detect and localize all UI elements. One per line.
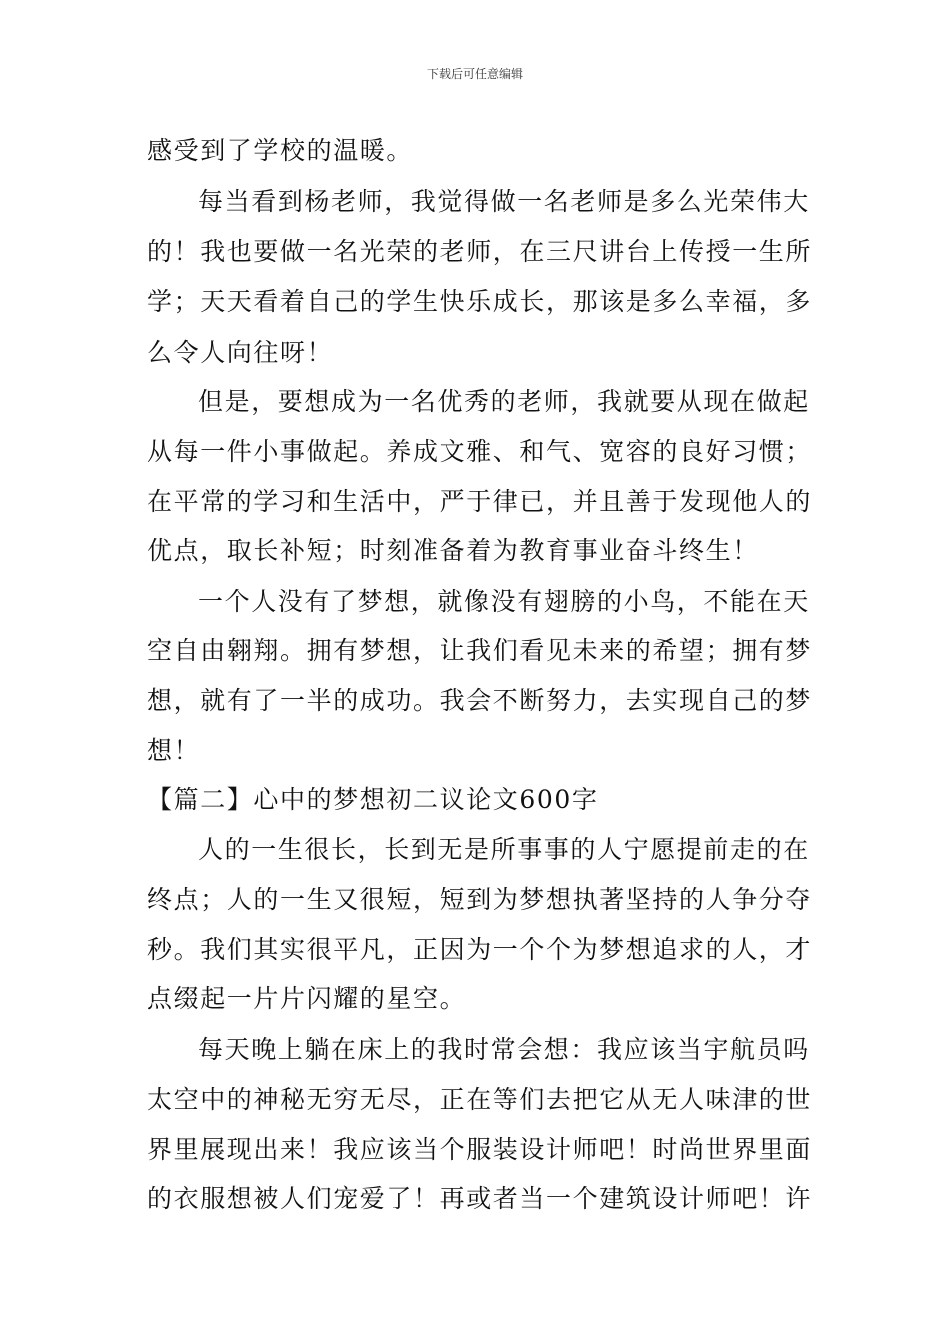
- text-line: 在平常的学习和生活中，严于律已，并且善于发现他人的: [147, 487, 813, 516]
- text-line: 空自由翱翔。拥有梦想，让我们看见未来的希望；拥有梦: [147, 636, 813, 665]
- text-line: 优点，取长补短；时刻准备着为教育事业奋斗终生！: [147, 536, 759, 565]
- paragraph-first-line: 人的一生很长，长到无是所事事的人宁愿提前走的在: [198, 835, 810, 864]
- text-line: 点缀起一片片闪耀的星空。: [147, 984, 467, 1013]
- text-line: 终点；人的一生又很短，短到为梦想执著坚持的人争分夺: [147, 885, 813, 914]
- text-line: 界里展现出来！我应该当个服装设计师吧！时尚世界里面: [147, 1135, 813, 1164]
- text-line: 的衣服想被人们宠爱了！再或者当一个建筑设计师吧！许: [147, 1184, 813, 1213]
- section-heading: 【篇二】心中的梦想初二议论文600字: [147, 785, 599, 814]
- text-line: 的！我也要做一名光荣的老师，在三尺讲台上传授一生所: [147, 237, 813, 266]
- text-line: 想！: [147, 736, 201, 765]
- text-line: 太空中的神秘无穷无尽，正在等们去把它从无人味津的世: [147, 1085, 813, 1114]
- paragraph-first-line: 一个人没有了梦想，就像没有翅膀的小鸟，不能在天: [198, 587, 810, 616]
- text-line: 想，就有了一半的成功。我会不断努力，去实现自己的梦: [147, 686, 813, 715]
- page-header: 下载后可任意编辑: [426, 67, 523, 81]
- text-line: 从每一件小事做起。养成文雅、和气、宽容的良好习惯；: [147, 437, 813, 466]
- paragraph-first-line: 但是，要想成为一名优秀的老师，我就要从现在做起: [198, 387, 810, 416]
- paragraph-first-line: 每天晚上躺在床上的我时常会想：我应该当宇航员吗: [198, 1035, 810, 1064]
- text-line: 么令人向往呀！: [147, 338, 334, 367]
- text-line: 秒。我们其实很平凡，正因为一个个为梦想追求的人，才: [147, 935, 813, 964]
- paragraph-first-line: 每当看到杨老师，我觉得做一名老师是多么光荣伟大: [198, 187, 810, 216]
- text-line: 感受到了学校的温暖。: [147, 136, 414, 165]
- text-line: 学；天天看着自己的学生快乐成长，那该是多么幸福，多: [147, 287, 813, 316]
